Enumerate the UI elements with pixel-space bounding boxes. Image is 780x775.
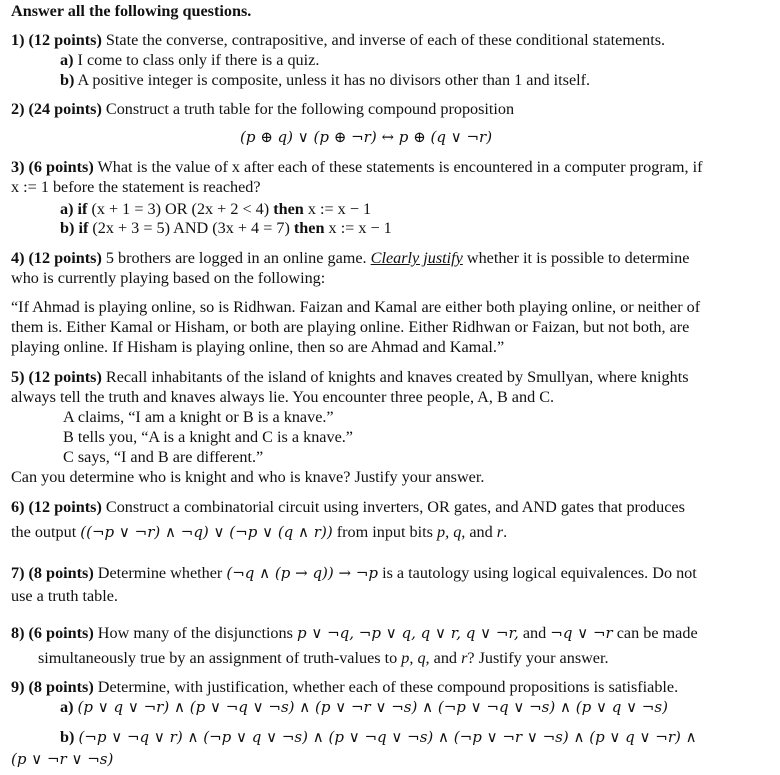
q2-text: Construct a truth table for the following compound proposition: [101, 100, 515, 118]
q5-text-2: always tell the truth and knaves always lie. You encounter three people, A, B and C.: [11, 388, 555, 406]
q3-number: 3) (6 points): [11, 158, 94, 176]
q4-text-2: who is currently playing based on the following:: [11, 269, 326, 287]
q6-bit-r: r: [496, 523, 504, 541]
q5-question: Can you determine who is knight and who is knave? Justify your answer.: [11, 468, 485, 486]
q3-b-then: then: [293, 219, 325, 237]
question-4: [11, 248, 689, 268]
q5-claim-c: C says, “I and B are different.”: [63, 448, 264, 466]
q8-var-r: r: [461, 649, 468, 667]
q6-line-2: [11, 522, 507, 542]
question-8: [11, 623, 698, 643]
q5-number: 5) (12 points): [11, 368, 102, 386]
question-6: [11, 497, 685, 517]
q5-text-1: Recall inhabitants of the island of knights and knaves created by Smullyan, where knights: [101, 368, 689, 386]
q7-number: 7) (8 points): [11, 564, 94, 582]
q1-part-b: [60, 70, 590, 90]
q8-expression-2: ¬q ∨ ¬r: [550, 624, 613, 642]
q7-text-1a: Determine whether: [93, 564, 227, 582]
q6-period: .: [503, 523, 508, 541]
q7-expression: (¬q ∧ (p → q)) → ¬p: [226, 564, 379, 582]
q2-formula: (p ⊕ q) ∨ (p ⊕ ¬r) ↔ p ⊕ (q ∨ ¬r): [240, 128, 493, 146]
q9-b-expression: (¬p ∨ ¬q ∨ r) ∧ (¬p ∨ q ∨ ¬s) ∧ (p ∨ ¬q ∨ ¬s) ∧ (¬p ∨ ¬r ∨ ¬s) ∧ (p ∨ q ∨ ¬r) ∧: [78, 728, 697, 746]
q8-expression: p ∨ ¬q, ¬p ∨ q, q ∨ r, q ∨ ¬r,: [296, 624, 519, 642]
q9-number: 9) (8 points): [11, 678, 94, 696]
q3-a-then: then: [273, 200, 304, 218]
q3-text-1: What is the value of x after each of these statements is encountered in a computer program, if: [93, 158, 703, 176]
q4-number: 4) (12 points): [11, 249, 102, 267]
q1-number: 1) (12 points): [11, 31, 102, 49]
q8-text-2b: ? Justify your answer.: [467, 649, 609, 667]
q3-a-cond: (x + 1 = 3) OR (2x + 2 < 4): [87, 200, 274, 218]
q8-vars: p, q,: [401, 649, 430, 667]
q8-line-2: [38, 648, 609, 668]
q4-quote-1: “If Ahmad is playing online, so is Ridhwan. Faizan and Kamal are either both playing online, or neither of: [11, 298, 701, 316]
q9-b-label: b): [60, 728, 79, 746]
q3-a-if: a) if: [60, 200, 88, 218]
q9-part-b: [60, 727, 697, 747]
question-2: [11, 99, 514, 119]
q4-text-1b: whether it is possible to determine: [462, 249, 690, 267]
q4-clearly-justify: Clearly justify: [370, 249, 463, 267]
q3-b-assign: x := x − 1: [324, 219, 392, 237]
q7-text-2: use a truth table.: [11, 587, 118, 605]
q4-quote-3: playing online. If Hisham is playing online, then so are Ahmad and Kamal.”: [11, 338, 505, 356]
q6-text-2b: from input bits: [332, 523, 437, 541]
q3-part-b: [60, 218, 392, 238]
q3-b-if: b) if: [60, 219, 89, 237]
question-7: [11, 563, 697, 583]
q1-part-a: [60, 50, 319, 70]
q6-text-1: Construct a combinatorial circuit using inverters, OR gates, and AND gates that produces: [101, 498, 685, 516]
question-5: [11, 367, 689, 387]
q8-and-2: and: [429, 649, 462, 667]
q9-b-expression-cont: (p ∨ ¬r ∨ ¬s): [11, 750, 114, 768]
q9-a-expression: (p ∨ q ∨ ¬r) ∧ (p ∨ ¬q ∨ ¬s) ∧ (p ∨ ¬r ∨ ¬s) ∧ (¬p ∨ ¬q ∨ ¬s) ∧ (p ∨ q ∨ ¬s): [77, 698, 668, 716]
q7-text-1b: is a tautology using logical equivalences. Do not: [378, 564, 697, 582]
q1-b-text: A positive integer is composite, unless it has no divisors other than 1 and itself.: [74, 71, 591, 89]
q8-text-2a: simultaneously true by an assignment of truth-values to: [38, 649, 402, 667]
question-1: [11, 30, 665, 50]
q8-and-1: and: [518, 624, 551, 642]
exam-header: Answer all the following questions.: [11, 2, 252, 20]
question-9: [11, 677, 678, 697]
q3-text-2: x := 1 before the statement is reached?: [11, 178, 261, 196]
q3-b-cond: (2x + 3 = 5) AND (3x + 4 = 7): [88, 219, 294, 237]
q8-text-1a: How many of the disjunctions: [93, 624, 297, 642]
q6-expression: ((¬p ∨ ¬r) ∧ ¬q) ∨ (¬p ∨ (q ∧ r)): [80, 523, 333, 541]
q8-number: 8) (6 points): [11, 624, 94, 642]
q1-text: State the converse, contrapositive, and inverse of each of these conditional statements.: [101, 31, 666, 49]
q9-a-label: a): [60, 698, 78, 716]
q5-claim-a: A claims, “I am a knight or B is a knave.”: [63, 408, 334, 426]
q9-text: Determine, with justification, whether each of these compound propositions is satisfiable.: [93, 678, 679, 696]
q5-claim-b: B tells you, “A is a knight and C is a knave.”: [63, 428, 353, 446]
q3-a-assign: x := x − 1: [303, 200, 372, 218]
q4-text-1a: 5 brothers are logged in an online game.: [101, 249, 371, 267]
q8-text-1b: can be made: [612, 624, 698, 642]
q6-number: 6) (12 points): [11, 498, 102, 516]
q6-text-2a: the output: [11, 523, 81, 541]
q4-quote-2: them is. Either Kamal or Hisham, or both are playing online. Either Ridhwan or Faizan, but not both, are: [11, 318, 690, 336]
q6-bits: p, q,: [437, 523, 466, 541]
q1-a-text: I come to class only if there is a quiz.: [73, 51, 320, 69]
q3-part-a: [60, 199, 371, 219]
q6-and: and: [465, 523, 497, 541]
q1-b-label: b): [60, 71, 75, 89]
q9-part-a: [60, 697, 668, 717]
question-3: [11, 157, 703, 177]
q2-number: 2) (24 points): [11, 100, 102, 118]
q1-a-label: a): [60, 51, 74, 69]
